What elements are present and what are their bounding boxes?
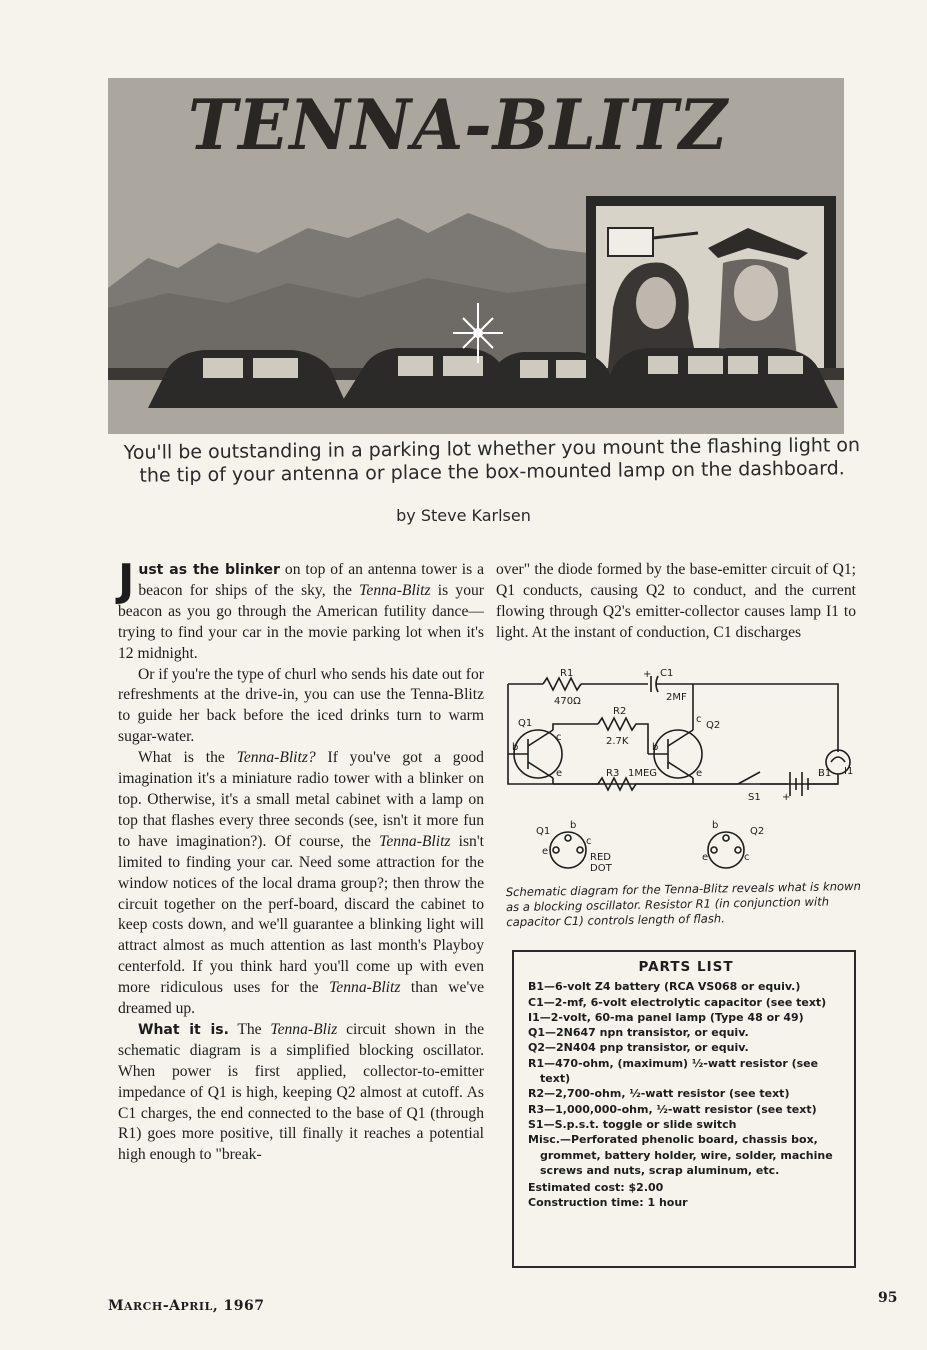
parts-item: R2—2,700-ohm, ½-watt resistor (see text)	[528, 1087, 790, 1101]
schematic-diagram	[498, 664, 860, 886]
text-em: Tenna-Blitz	[329, 979, 401, 997]
label-b: b	[512, 742, 519, 753]
text-run: (in conjunction with capacitor C1) controls length of flash.	[506, 894, 830, 930]
parts-item: B1—6-volt Z4 battery (RCA VS068 or equiv.)	[528, 980, 801, 994]
label-battery-plus: +	[782, 792, 791, 803]
label-c1-value: 2MF	[666, 692, 687, 703]
label-c1: C1	[660, 668, 674, 679]
text-em: Tenna-Blitz	[359, 581, 431, 599]
text-run: A	[169, 1298, 181, 1314]
text-run: on top of an antenna tower is a beacon for ships of the sky, the	[138, 561, 485, 599]
section-lead: What it is.	[138, 1021, 229, 1038]
text-em: Tenna-Blitz	[379, 832, 451, 850]
text-run: M	[108, 1298, 124, 1314]
drop-cap: J	[118, 555, 135, 606]
text-run: Schematic diagram for the Tenna-Blitz reveals what is known as a blocking oscillator. Resistor	[505, 878, 862, 915]
label-r2: R2	[613, 706, 627, 717]
parts-item: S1—S.p.s.t. toggle or slide switch	[528, 1117, 737, 1131]
byline: by Steve Karlsen	[396, 506, 531, 525]
parts-item: Misc.—Perforated phenolic board, chassis box, grommet, battery holder, wire, solder, machine screws and nuts, scrap aluminum, etc.	[528, 1133, 833, 1177]
text-run: -	[162, 1298, 170, 1314]
parts-item: R1—470-ohm, (maximum) ½-watt resistor (see text)	[528, 1056, 819, 1086]
text-run: circuit shown in the schematic diagram is a simplified blocking oscillator. When power is first applied, collector-to-emitter impedance of Q1 is high, keeping Q2 almost at cutoff. As C1 charges, the end connected to the base of Q1 (through R1) goes more positive, till finally it reaches a potential high enough to "break-	[118, 1020, 484, 1164]
page-number: 95	[878, 1290, 898, 1306]
label-s1: S1	[748, 792, 761, 803]
text-run: isn't limited to finding your car. Need some attraction for the window notices of the local drama group?; then throw the circuit together on the perf-board, discard the cabinet to keep costs down, and we'll guarantee a blinking light will attract almost as much attention as last month's Playboy centerfold. If you think hard you'll come up with even more ridiculous uses for the	[118, 832, 484, 997]
label-c: c	[556, 732, 562, 743]
parts-item: C1—2-mf, 6-volt electrolytic capacitor (see text)	[528, 995, 827, 1009]
label-q2: Q2	[706, 720, 721, 731]
article-column-2	[496, 560, 856, 644]
parts-item: Q1—2N647 npn transistor, or equiv.	[528, 1026, 749, 1040]
schematic-caption	[506, 879, 867, 931]
label-e: e	[696, 768, 703, 779]
paragraph-4	[118, 1020, 484, 1166]
label-c: c	[744, 852, 750, 863]
lead-in: ust as the blinker	[138, 562, 280, 578]
paragraph-2: Or if you're the type of churl who sends his date out for refreshments at the drive-in, you can use the Tenna-Blitz to guide her back before the iced drinks turn to warm sugar-water.	[118, 665, 484, 746]
label-i1: I1	[844, 766, 854, 777]
text-em: Tenna-Bliz	[270, 1020, 338, 1038]
label-r1-value: 470Ω	[554, 696, 581, 707]
parts-list-box	[512, 950, 856, 1268]
text-run: If you've got a good imagination it's a miniature radio tower with a blinker on top. Otherwise, it's a small metal cabinet with a lamp on top that flashes every three seconds (see, isn't it more fun to have imagination?). Of course, the	[118, 749, 484, 850]
text-run: PRIL	[180, 1300, 213, 1313]
text-run: The	[228, 1020, 271, 1038]
label-r2-value: 2.7K	[606, 736, 629, 747]
label-red-dot: RED	[590, 852, 611, 863]
text-run: is your beacon as you go through the American futility dance—trying to find your car in the movie parking lot when it's 12 midnight.	[118, 581, 485, 662]
label-q1-pinout: Q1	[536, 826, 551, 837]
label-r3-value: 1MEG	[628, 768, 658, 779]
banner-illustration	[108, 78, 844, 434]
label-r3: R3	[606, 768, 620, 779]
label-r1: R1	[560, 668, 574, 679]
label-b: b	[652, 742, 659, 753]
text-run: R1	[695, 896, 712, 912]
parts-item: I1—2-volt, 60-ma panel lamp (Type 48 or 49)	[528, 1010, 804, 1024]
parts-item: Q2—2N404 pnp transistor, or equiv.	[528, 1041, 749, 1055]
paragraph-1	[118, 555, 485, 665]
paragraph-5: over" the diode formed by the base-emitter circuit of Q1; Q1 conducts, causing Q2 to conduct, and the current flowing through Q2's emitter-collector causes lamp I1 to light. At the instant of conduction, C1 discharges	[496, 561, 856, 641]
label-red-dot-2: DOT	[590, 863, 612, 874]
label-b: b	[712, 820, 719, 831]
label-c: c	[586, 836, 592, 847]
issue-date	[108, 1298, 265, 1314]
text-run: than we've dreamed up.	[118, 979, 484, 1018]
label-e: e	[556, 768, 563, 779]
estimated-cost: Estimated cost: $2.00	[528, 1181, 664, 1195]
text-run: , 1967	[212, 1298, 265, 1314]
parts-item: R3—1,000,000-ohm, ½-watt resistor (see text)	[528, 1102, 817, 1116]
parts-list-title: PARTS LIST	[638, 959, 734, 975]
label-c1-plus: +	[643, 669, 652, 680]
label-b1: B1	[818, 768, 832, 779]
label-e: e	[702, 852, 709, 863]
label-b: b	[570, 820, 577, 831]
article-title: TENNA-BLITZ	[188, 84, 729, 166]
text-em: Tenna-Blitz?	[236, 749, 316, 767]
paragraph-3	[118, 748, 484, 1020]
construction-time: Construction time: 1 hour	[528, 1196, 688, 1210]
text-run: What is the	[138, 749, 237, 767]
label-e: e	[542, 846, 549, 857]
label-q2-pinout: Q2	[750, 826, 765, 837]
text-run: ARCH	[124, 1300, 163, 1313]
label-q1: Q1	[518, 718, 533, 729]
article-column-1	[118, 555, 485, 1166]
label-c: c	[696, 714, 702, 725]
banner-caption: You'll be outstanding in a parking lot whether you mount the flashing light on the tip of your antenna or place the box-mounted lamp on the dashboard.	[123, 434, 861, 487]
